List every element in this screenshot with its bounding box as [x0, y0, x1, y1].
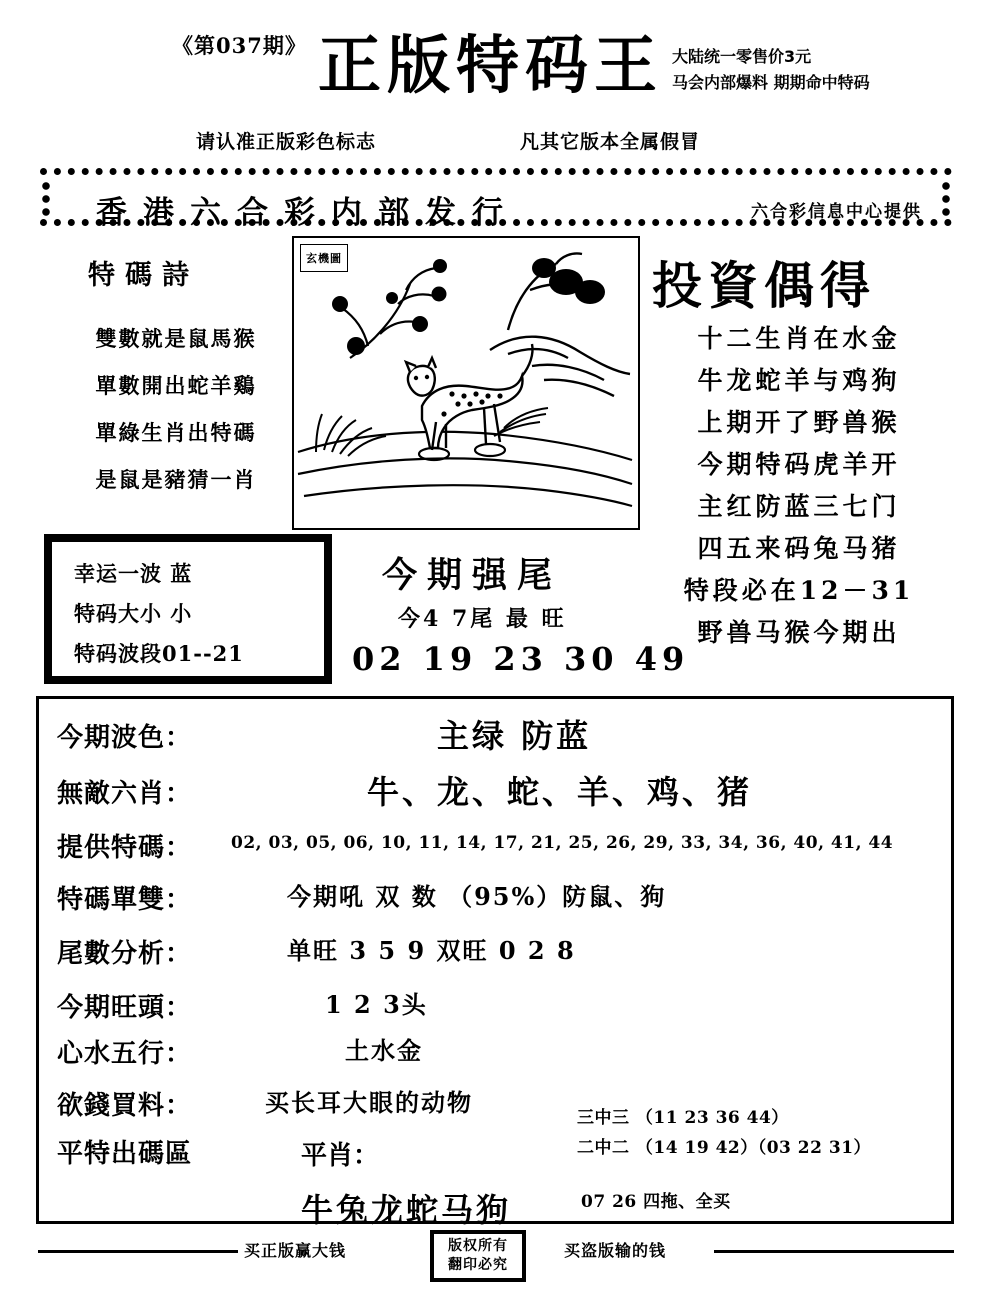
- row-value: 牛兔龙蛇马狗: [301, 1191, 512, 1229]
- row-label: 心水五行：: [57, 1039, 193, 1069]
- special-band-row: 特码波段01--21: [74, 641, 244, 666]
- poem-line: 單綠生肖出特碼: [95, 420, 257, 445]
- special-size-row: 特码大小 小: [74, 601, 193, 626]
- row-value: 主绿 防蓝: [437, 717, 592, 755]
- table-row: [57, 1033, 192, 1070]
- footer-rule-right: [714, 1250, 954, 1253]
- table-row: [57, 1133, 192, 1170]
- banner-dots-left-icon: [42, 181, 50, 225]
- side-note: [577, 1133, 871, 1158]
- row-value: 单旺 3 5 9 双旺 0 2 8: [287, 936, 576, 965]
- authenticity-notice: 请认准正版彩色标志: [196, 131, 377, 153]
- investment-line: 十二生肖在水金: [697, 324, 901, 353]
- investment-line: 牛龙蛇羊与鸡狗: [697, 366, 901, 395]
- row-label: 提供特碼：: [57, 833, 193, 863]
- table-row: [57, 827, 192, 864]
- row-label: 今期旺頭：: [57, 993, 193, 1023]
- lucky-wave-row: 幸运一波 蓝: [74, 561, 193, 586]
- footer-rule-left: [38, 1250, 238, 1253]
- copyright-line-1: 版权所有: [448, 1238, 508, 1254]
- row-label: 欲錢買料：: [57, 1091, 193, 1121]
- row-value: 牛、龙、蛇、羊、鸡、猪: [367, 773, 753, 811]
- table-row: [57, 773, 192, 810]
- odd-even-value: [287, 877, 666, 912]
- banner-title: 香港六合彩内部发行: [96, 195, 519, 231]
- masthead-title: 正版特码王: [318, 28, 663, 102]
- footer-left-text: 买正版赢大钱: [244, 1241, 347, 1260]
- copyright-stamp: [430, 1230, 526, 1282]
- row-value: 买长耳大眼的动物: [265, 1088, 473, 1117]
- investment-title: 投資偶得: [652, 256, 876, 315]
- side-note-text: 07 26 四拖、全买: [581, 1192, 731, 1212]
- mystery-illustration: [292, 236, 640, 530]
- strong-tail-title: 今期强尾: [382, 555, 563, 596]
- table-row: [57, 987, 192, 1024]
- poem-title: 特碼詩: [88, 260, 199, 291]
- row-label: 特碼單雙：: [57, 885, 193, 915]
- five-elements-value: [345, 1031, 423, 1066]
- leopard-landscape-icon: [294, 238, 634, 524]
- investment-line: 上期开了野兽猴: [697, 408, 901, 437]
- investment-lines: [648, 318, 950, 654]
- row-label: 尾數分析：: [57, 939, 193, 969]
- row-value: 1 2 3头: [325, 990, 428, 1019]
- table-row: [57, 1085, 192, 1122]
- money-riddle-value: [265, 1083, 473, 1118]
- side-note: [577, 1103, 789, 1128]
- poem-line: 單數開出蛇羊鷄: [95, 373, 257, 398]
- side-note: [581, 1187, 731, 1212]
- strong-tail-numbers: 02 19 23 30 49: [352, 640, 690, 678]
- investment-line: 四五来码兔马猪: [697, 534, 901, 563]
- six-animals-value: [367, 767, 752, 813]
- seal-label: 玄機圖: [300, 244, 348, 272]
- investment-line: 主红防蓝三七门: [697, 492, 901, 521]
- header-right-info: [672, 44, 870, 96]
- lucky-info-box: [44, 534, 332, 684]
- investment-line: 特段必在12－31: [683, 576, 915, 605]
- poem-line: 是鼠是豬猜一肖: [95, 467, 257, 492]
- footer-right-text: 买盗版输的钱: [564, 1241, 667, 1260]
- poem-lines: [60, 315, 292, 503]
- banner-dots-right-icon: [942, 181, 950, 225]
- side-note-text: 二中二 （14 19 42）（03 22 31）: [577, 1138, 872, 1158]
- poem-line: 雙數就是鼠馬猴: [95, 326, 257, 351]
- row-value: 平肖：: [301, 1141, 380, 1171]
- investment-line: 野兽马猴今期出: [697, 618, 901, 647]
- row-label: 平特出碼區: [57, 1139, 193, 1169]
- banner: [40, 168, 952, 231]
- row-value: 土水金: [345, 1036, 423, 1065]
- provided-numbers-value: [231, 833, 893, 853]
- row-value: 02, 03, 05, 06, 10, 11, 14, 17, 21, 25, 26, 29, 33, 34, 36, 40, 41, 44: [231, 833, 894, 853]
- price-line: 大陆统一零售价3元: [672, 47, 812, 66]
- counterfeit-notice: 凡其它版本全属假冒: [520, 131, 701, 153]
- main-prediction-table: [36, 696, 954, 1229]
- table-row: [57, 717, 192, 754]
- ping-xiao-animals: [301, 1185, 511, 1231]
- insider-line: 马会内部爆料 期期命中特码: [672, 73, 870, 92]
- side-note-text: 三中三 （11 23 36 44）: [577, 1108, 789, 1128]
- table-row: [57, 933, 192, 970]
- copyright-line-2: 翻印必究: [448, 1257, 508, 1273]
- hot-head-value: [325, 985, 428, 1020]
- ping-xiao-label: [301, 1135, 379, 1172]
- issue-number: 《第037期》: [172, 33, 307, 58]
- row-label: 今期波色：: [57, 723, 193, 753]
- row-value: 今期吼 双 数 （95%）防鼠、狗: [287, 882, 667, 911]
- banner-subtitle: 六合彩信息中心提供: [751, 202, 922, 222]
- row-label: 無敵六肖：: [57, 779, 193, 809]
- strong-tail-subtitle: 今4 7尾 最 旺: [398, 606, 567, 632]
- tail-analysis-value: [287, 931, 576, 966]
- wave-color-value: [437, 711, 591, 757]
- investment-line: 今期特码虎羊开: [697, 450, 901, 479]
- table-row: [57, 879, 192, 916]
